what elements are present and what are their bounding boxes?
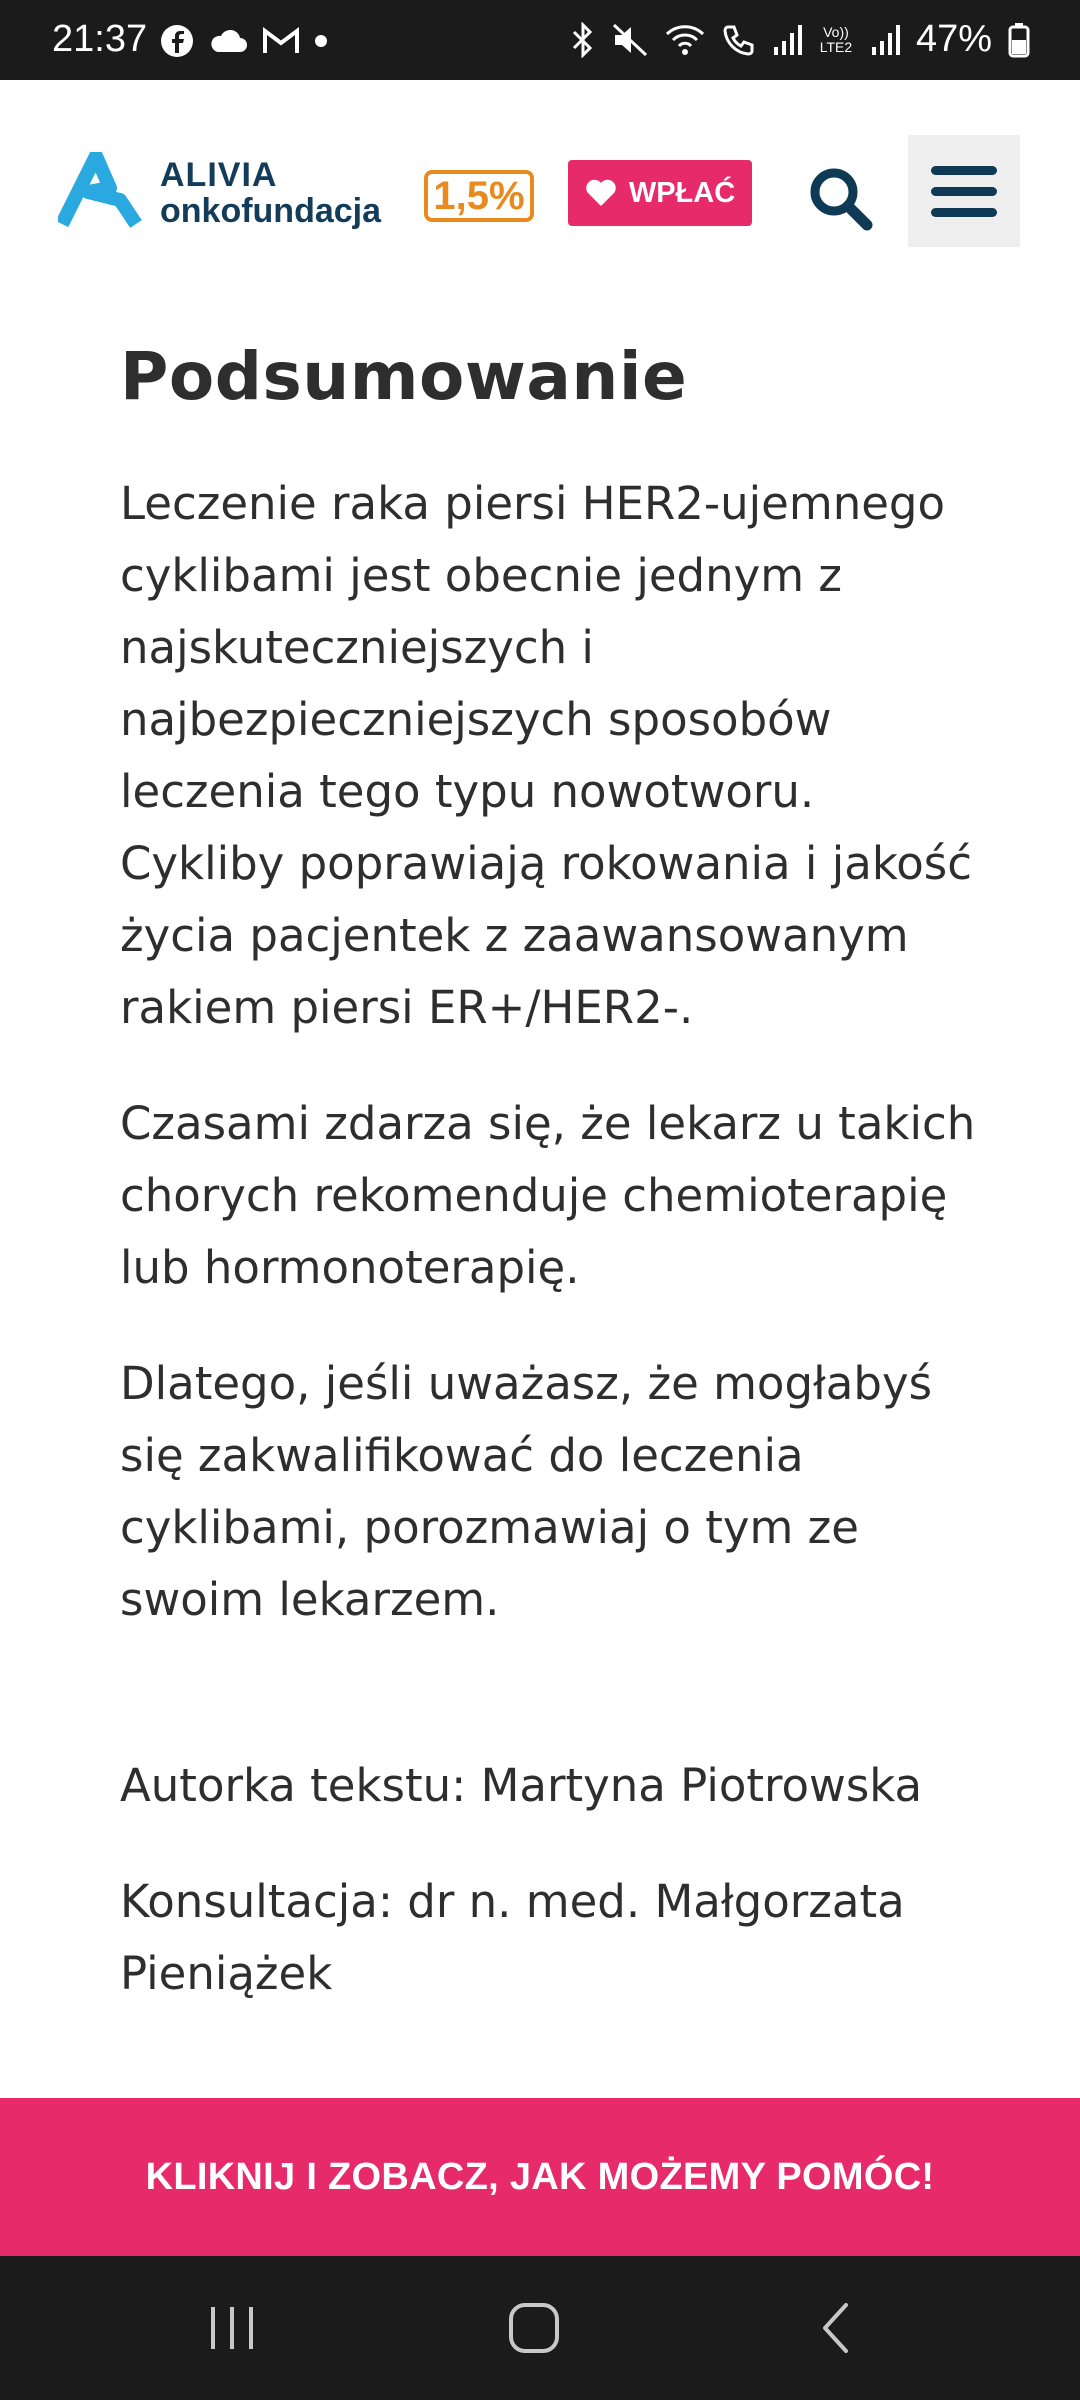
home-button[interactable] — [434, 2256, 634, 2400]
search-button[interactable] — [800, 158, 880, 238]
consultation-credit: Konsultacja: dr n. med. Małgorzata Pieniążek — [120, 1875, 905, 2000]
article-paragraph: Dlatego, jeśli uważasz, że mogłabyś się zakwalifikować do leczenia cyklibami, porozmawiaj o tym ze swoim lekarzem. — [120, 1357, 933, 1626]
wifi-icon — [664, 23, 706, 57]
battery-icon — [1008, 22, 1030, 58]
tax-badge-1-5-percent[interactable]: 1,5% — [424, 170, 534, 222]
donate-label: WPŁAĆ — [628, 176, 736, 209]
author-credit: Autorka tekstu: Martyna Piotrowska — [120, 1759, 923, 1812]
alivia-logo[interactable] — [58, 152, 398, 242]
site-header — [0, 80, 1080, 304]
alivia-logo-icon — [58, 152, 150, 228]
battery-percent: 47% — [915, 18, 992, 60]
system-navigation-bar — [0, 2256, 1080, 2400]
search-icon — [807, 165, 873, 231]
back-button[interactable] — [736, 2256, 936, 2400]
menu-icon-bar — [931, 166, 997, 175]
donate-button[interactable] — [568, 160, 752, 226]
article-paragraph: Czasami zdarza się, że lekarz u takich chorych rekomenduje chemioterapię lub hormonoterapię. — [120, 1097, 976, 1294]
gmail-icon — [262, 27, 300, 55]
article-content — [120, 310, 990, 2010]
hamburger-menu-button[interactable] — [908, 135, 1020, 247]
signal-icon — [772, 23, 802, 57]
back-icon — [820, 2302, 852, 2354]
facebook-icon — [160, 24, 194, 58]
heart-icon — [585, 178, 617, 208]
help-cta-button[interactable]: KLIKNIJ I ZOBACZ, JAK MOŻEMY POMÓC! — [0, 2098, 1080, 2256]
recent-apps-icon — [207, 2305, 257, 2351]
home-icon — [508, 2302, 560, 2354]
notification-icons — [160, 24, 328, 58]
status-bar — [0, 0, 1080, 80]
system-icons — [570, 18, 1030, 61]
menu-icon-bar — [931, 208, 997, 217]
logo-line1: ALIVIA — [160, 156, 278, 194]
recent-apps-button[interactable] — [132, 2256, 332, 2400]
section-heading: Podsumowanie — [120, 338, 688, 415]
wifi-calling-icon — [722, 23, 756, 57]
article-paragraph: Leczenie raka piersi HER2-ujemnego cyklibami jest obecnie jednym z najskuteczniejszych i najbezpieczniejszych sposobów leczenia tego typu nowotworu. Cykliby poprawiają rokowania i jakość życia pacjentek z zaawansowanym rakiem piersi ER+/HER2-. — [120, 477, 972, 1034]
dot-icon — [314, 34, 328, 48]
signal-icon — [870, 23, 900, 57]
status-time: 21:37 — [52, 18, 148, 60]
logo-line2: onkofundacja — [160, 192, 382, 230]
cloud-icon — [208, 28, 248, 54]
bluetooth-icon — [570, 22, 596, 58]
volte-label: Vo)) LTE2 — [819, 23, 853, 55]
menu-icon-bar — [931, 187, 997, 196]
mute-icon — [612, 23, 648, 57]
